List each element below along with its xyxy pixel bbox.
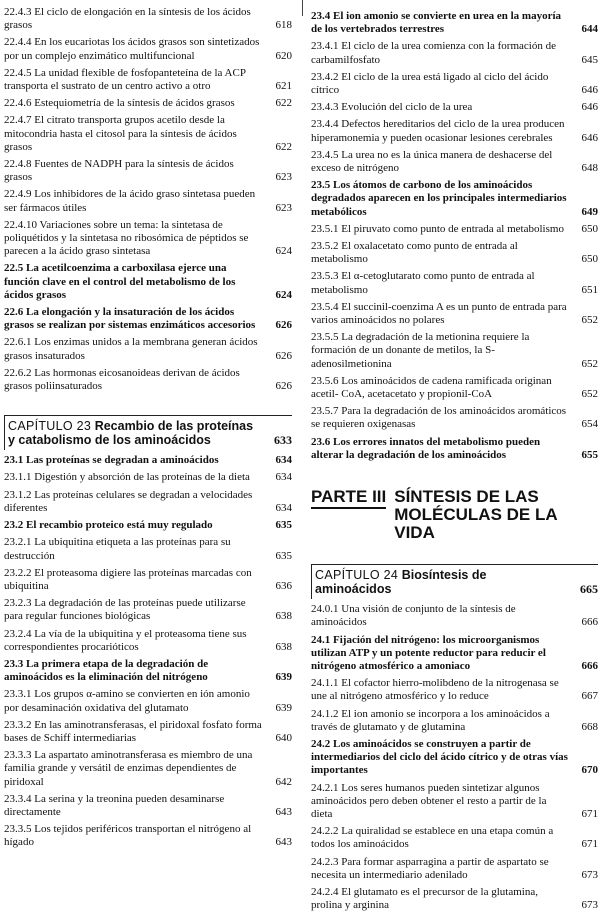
- toc-entry: [311, 149, 598, 175]
- toc-entry-page: 673: [581, 868, 598, 881]
- toc-entry-text: 22.4.9 Los inhibidores de la ácido graso sintetasa pueden ser fármacos útiles: [4, 188, 256, 214]
- toc-entry: [311, 825, 598, 851]
- toc-entry-text: 24.1 Fijación del nitrógeno: los microorganismos utilizan ATP y un potente reductor para reducir el nitrógeno atmosférico a amoniaco: [311, 633, 546, 672]
- toc-section-entry: [4, 519, 292, 532]
- toc-entry-text: 23.3.4 La serina y la treonina pueden desaminarse directamente: [4, 792, 225, 818]
- toc-entry: [4, 749, 292, 789]
- toc-entry-page: 624: [275, 288, 292, 301]
- toc-entry-text: 22.4.6 Estequiometría de la síntesis de ácidos grasos: [4, 97, 235, 110]
- toc-entry-page: 667: [581, 690, 598, 703]
- toc-entry-page: 635: [275, 549, 292, 562]
- toc-entry-page: 622: [275, 140, 292, 153]
- toc-entry-page: 666: [581, 616, 598, 629]
- toc-entry: [4, 471, 292, 484]
- toc-entry-page: 671: [581, 838, 598, 851]
- toc-entry-page: 671: [581, 807, 598, 820]
- toc-list-left-bottom: [4, 454, 292, 849]
- toc-entry-page: 654: [581, 418, 598, 431]
- toc-entry-page: 652: [581, 357, 598, 370]
- toc-entry-text: 23.6 Los errores innatos del metabolismo pueden alterar la degradación de los aminoácidos: [311, 435, 541, 461]
- part-title: SÍNTESIS DE LAS MOLÉCULAS DE LA VIDA: [394, 487, 558, 543]
- column-divider: [302, 0, 303, 16]
- toc-list-right-top: [311, 10, 598, 462]
- toc-entry-page: 624: [275, 245, 292, 258]
- toc-entry-text: 23.5.2 El oxalacetato como punto de entrada al metabolismo: [311, 240, 518, 266]
- toc-entry: [4, 719, 292, 745]
- toc-entry-page: 621: [275, 80, 292, 93]
- toc-entry-text: 23.5.5 La degradación de la metionina requiere la formación de un donante de metilos, la S-adenosilmetionina: [311, 331, 530, 370]
- toc-entry-text: 23.4.1 El ciclo de la urea comienza con la formación de carbamilfosfato: [311, 40, 556, 66]
- toc-entry-page: 634: [275, 501, 292, 514]
- toc-entry-text: 22.4.10 Variaciones sobre un tema: la sintetasa de poliquétidos y la sintetasa no ribosómica de péptidos se parecen a la ácido graso sintetasa: [4, 218, 249, 258]
- toc-entry-text: 23.4.5 La urea no es la única manera de deshacerse del exceso de nitrógeno: [311, 148, 553, 175]
- toc-entry-page: 639: [275, 701, 292, 714]
- toc-entry-text: 24.1.1 El cofactor hierro-molibdeno de la nitrogenasa se une al nitrógeno atmosférico y lo reduce: [311, 677, 559, 703]
- toc-entry: [4, 688, 292, 714]
- toc-entry-page: 652: [581, 314, 598, 327]
- toc-entry: [311, 223, 598, 236]
- toc-entry-page: 623: [275, 171, 292, 184]
- toc-entry: [311, 270, 598, 296]
- toc-entry-page: 646: [581, 84, 598, 97]
- toc-entry-page: 655: [581, 448, 598, 461]
- toc-entry: [311, 603, 598, 629]
- toc-entry-page: 620: [275, 49, 292, 62]
- toc-entry-page: 673: [581, 899, 598, 912]
- toc-entry-page: 648: [581, 162, 598, 175]
- toc-entry-text: 23.2 El recambio proteico está muy regulado: [4, 519, 213, 532]
- toc-section-entry: [311, 10, 598, 36]
- toc-entry-text: 24.2.2 La quiralidad se establece en una etapa común a todos los aminoácidos: [311, 825, 554, 851]
- toc-entry: [4, 188, 292, 214]
- toc-entry: [311, 240, 598, 266]
- toc-entry-text: 23.2.1 La ubiquitina etiqueta a las proteínas para su destrucción: [4, 536, 231, 562]
- toc-entry: [311, 71, 598, 97]
- toc-entry-page: 650: [581, 253, 598, 266]
- toc-entry-page: 638: [275, 640, 292, 653]
- toc-entry-text: 23.2.2 El proteasoma digiere las proteínas marcadas con ubiquitina: [4, 566, 252, 592]
- toc-entry-page: 643: [275, 805, 292, 818]
- toc-entry-page: 622: [275, 97, 292, 110]
- toc-entry: [4, 567, 292, 593]
- toc-entry: [4, 36, 292, 62]
- toc-section-entry: [311, 436, 598, 462]
- toc-entry-page: 649: [581, 205, 598, 218]
- toc-entry-page: 635: [275, 519, 292, 532]
- toc-entry-text: 22.5 La acetilcoenzima a carboxilasa ejerce una función clave en el control del metabolismo de los ácidos grasos: [4, 262, 236, 301]
- toc-section-entry: [4, 306, 292, 332]
- toc-entry-page: 623: [275, 201, 292, 214]
- toc-entry: [4, 628, 292, 654]
- toc-entry: [4, 219, 292, 259]
- toc-entry-text: 23.5.4 El succinil-coenzima A es un punto de entrada para varios aminoácidos no polares: [311, 300, 567, 327]
- toc-entry: [311, 301, 598, 327]
- toc-entry-text: 22.4.7 El citrato transporta grupos acetilo desde la mitocondria hasta el citosol para la síntesis de ácidos grasos: [4, 114, 237, 153]
- toc-entry-page: 626: [275, 380, 292, 393]
- toc-entry-text: 23.5.1 El piruvato como punto de entrada al metabolismo: [311, 222, 564, 235]
- toc-entry-text: 22.4.5 La unidad flexible de fosfopanteteína de la ACP transporta el sustrato de un centro activo a otro: [4, 66, 246, 93]
- toc-section-entry: [4, 262, 292, 302]
- chapter-page: 633: [274, 433, 292, 448]
- toc-entry-page: 634: [275, 471, 292, 484]
- toc-entry: [4, 336, 292, 362]
- toc-entry: [4, 158, 292, 184]
- toc-entry: [311, 331, 598, 371]
- toc-entry-page: 626: [275, 349, 292, 362]
- toc-entry: [311, 405, 598, 431]
- toc-entry-text: 24.2 Los aminoácidos se construyen a partir de intermediarios del ciclo del ácido cítrico y de otras vías importantes: [311, 737, 568, 777]
- toc-list-right-bottom: [311, 603, 598, 912]
- toc-entry-text: 23.3.5 Los tejidos periféricos transportan el nitrógeno al hígado: [4, 823, 252, 849]
- toc-entry-page: 645: [581, 53, 598, 66]
- toc-entry: [311, 375, 598, 401]
- toc-entry-text: 23.3.2 En las aminotransferasas, el piridoxal fosfato forma bases de Schiff intermediarias: [4, 718, 262, 744]
- toc-entry: [311, 782, 598, 822]
- toc-entry: [4, 367, 292, 393]
- toc-entry-text: 23.1.2 Las proteínas celulares se degradan a velocidades diferentes: [4, 488, 253, 514]
- toc-section-entry: [311, 738, 598, 778]
- toc-entry: [311, 886, 598, 912]
- toc-entry: [311, 677, 598, 703]
- toc-section-entry: [4, 454, 292, 467]
- toc-entry-text: 24.2.4 El glutamato es el precursor de la glutamina, prolina y arginina: [311, 885, 538, 912]
- toc-section-entry: [311, 634, 598, 674]
- toc-entry-text: 23.3 La primera etapa de la degradación de aminoácidos es la eliminación del nitrógeno: [4, 657, 209, 684]
- toc-entry-text: 23.3.1 Los grupos α-amino se convierten en ión amonio por desaminación oxidativa del glutamato: [4, 688, 250, 714]
- toc-entry-text: 23.5.7 Para la degradación de los aminoácidos aromáticos se requieren oxigenasas: [311, 405, 567, 431]
- toc-entry-page: 646: [581, 131, 598, 144]
- toc-entry-text: 23.5.3 El α-cetoglutarato como punto de entrada al metabolismo: [311, 270, 535, 296]
- toc-entry-text: 24.2.1 Los seres humanos pueden sintetizar algunos aminoácidos pero deben obtener el resto a partir de la dieta: [311, 781, 547, 820]
- toc-entry-text: 24.2.3 Para formar asparragina a partir de aspartato se necesita un intermediario adenilado: [311, 855, 549, 881]
- toc-entry: [311, 101, 598, 114]
- toc-entry: [4, 67, 292, 93]
- toc-entry-page: 618: [275, 19, 292, 32]
- toc-entry-page: 643: [275, 836, 292, 849]
- toc-entry: [4, 597, 292, 623]
- toc-section-entry: [311, 179, 598, 219]
- toc-entry-text: 22.4.3 El ciclo de elongación en la síntesis de los ácidos grasos: [4, 6, 251, 32]
- toc-entry-page: 651: [581, 283, 598, 296]
- toc-entry-text: 22.4.8 Fuentes de NADPH para la síntesis de ácidos grasos: [4, 158, 234, 184]
- toc-entry-text: 23.4.4 Defectos hereditarios del ciclo de la urea producen hiperamonemia y pueden ocasionar lesiones cerebrales: [311, 118, 565, 144]
- chapter-24-heading: [311, 564, 598, 599]
- toc-entry: [4, 97, 292, 110]
- toc-entry-page: 646: [581, 101, 598, 114]
- part-heading: [311, 488, 598, 542]
- toc-entry-page: 639: [275, 671, 292, 684]
- toc-entry: [311, 118, 598, 144]
- toc-section-entry: [4, 658, 292, 684]
- toc-entry-page: 634: [275, 454, 292, 467]
- toc-entry-page: 638: [275, 610, 292, 623]
- chapter-title: Biosíntesis de aminoácidos: [315, 568, 487, 597]
- toc-entry-page: 666: [581, 659, 598, 672]
- toc-entry-text: 23.5.6 Los aminoácidos de cadena ramificada originan acetil- CoA, acetacetato y propionil-CoA: [311, 374, 552, 401]
- toc-entry-page: 670: [581, 764, 598, 777]
- toc-entry-page: 626: [275, 319, 292, 332]
- chapter-label: CAPÍTULO 24: [315, 568, 399, 583]
- toc-entry-text: 23.3.3 La aspartato aminotransferasa es miembro de una familia grande y versátil de enzimas dependientes de piridoxal: [4, 749, 253, 788]
- toc-entry-text: 22.6.2 Las hormonas eicosanoideas derivan de ácidos grasos poliinsaturados: [4, 366, 240, 393]
- toc-entry: [4, 536, 292, 562]
- toc-entry: [4, 793, 292, 819]
- toc-entry-text: 24.0.1 Una visión de conjunto de la síntesis de aminoácidos: [311, 603, 516, 629]
- toc-entry: [4, 114, 292, 154]
- part-label: PARTE III: [311, 488, 386, 509]
- right-column: [311, 6, 598, 916]
- toc-entry: [311, 708, 598, 734]
- toc-entry-text: 22.6 La elongación y la insaturación de los ácidos grasos se realizan por sistemas enzimáticos accesorios: [4, 306, 256, 332]
- toc-entry: [4, 6, 292, 32]
- toc-entry-page: 642: [275, 775, 292, 788]
- toc-entry-text: 22.6.1 Los enzimas unidos a la membrana generan ácidos grasos insaturados: [4, 336, 258, 362]
- toc-entry-page: 636: [275, 579, 292, 592]
- toc-entry-text: 23.4.3 Evolución del ciclo de la urea: [311, 101, 473, 114]
- chapter-page: 665: [580, 582, 598, 597]
- toc-entry-page: 668: [581, 720, 598, 733]
- toc-entry-page: 644: [581, 23, 598, 36]
- toc-entry-text: 23.1.1 Digestión y absorción de las proteínas de la dieta: [4, 471, 250, 484]
- toc-entry-text: 23.2.3 La degradación de las proteínas puede utilizarse para regular funciones biológicas: [4, 597, 246, 623]
- toc-entry-text: 23.5 Los átomos de carbono de los aminoácidos degradados aparecen en los principales intermediarios metabólicos: [311, 179, 567, 218]
- chapter-label: CAPÍTULO 23: [8, 419, 92, 434]
- toc-entry-text: 23.2.4 La vía de la ubiquitina y el proteasoma tiene sus correspondientes procarióticos: [4, 627, 247, 653]
- toc-entry-page: 650: [581, 222, 598, 235]
- toc-entry-text: 23.1 Las proteínas se degradan a aminoácidos: [4, 454, 219, 467]
- toc-entry-text: 23.4.2 El ciclo de la urea está ligado al ciclo del ácido cítrico: [311, 70, 549, 97]
- chapter-23-heading: [4, 415, 292, 450]
- toc-entry-text: 24.1.2 El ion amonio se incorpora a los aminoácidos a través de glutamato y de glutamina: [311, 707, 550, 733]
- toc-entry-text: 23.4 El ion amonio se convierte en urea en la mayoría de los vertebrados terrestres: [311, 10, 562, 36]
- toc-entry: [4, 823, 292, 849]
- toc-list-left-top: [4, 6, 292, 393]
- toc-entry: [311, 40, 598, 66]
- chapter-title: Recambio de las proteínas y catabolismo de los aminoácidos: [8, 419, 254, 448]
- left-column: [4, 6, 292, 854]
- toc-entry-text: 22.4.4 En los eucariotas los ácidos grasos son sintetizados por un complejo enzimático multifuncional: [4, 36, 260, 62]
- toc-entry-page: 640: [275, 731, 292, 744]
- toc-entry: [311, 856, 598, 882]
- toc-entry-page: 652: [581, 388, 598, 401]
- toc-entry: [4, 489, 292, 515]
